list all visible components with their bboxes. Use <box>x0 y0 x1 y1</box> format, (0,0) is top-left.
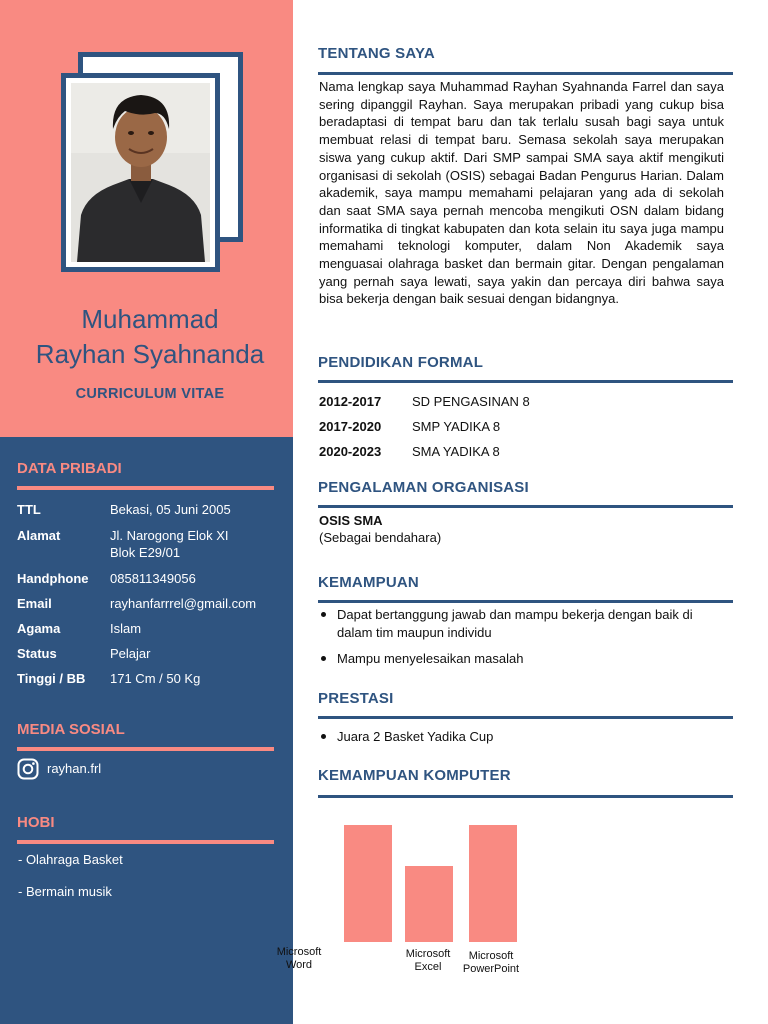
photo-frame <box>61 73 220 272</box>
achievement-text: Juara 2 Basket Yadika Cup <box>337 729 494 744</box>
data-pribadi-rule <box>17 486 274 490</box>
data-key: Handphone <box>17 571 89 586</box>
education-year: 2012-2017 <box>319 394 382 409</box>
skill-text: Mampu menyelesaikan masalah <box>337 651 524 666</box>
pendidikan-rule <box>318 380 733 383</box>
media-sosial-rule <box>17 747 274 751</box>
profile-photo <box>71 83 210 262</box>
kemampuan-heading: KEMAMPUAN <box>318 574 419 591</box>
hobi-rule <box>17 840 274 844</box>
education-year: 2017-2020 <box>319 419 382 434</box>
data-value: rayhanfarrrel@gmail.com <box>110 596 257 611</box>
instagram-icon <box>17 758 39 780</box>
prestasi-heading: PRESTASI <box>318 690 394 707</box>
data-key: TTL <box>17 502 41 517</box>
data-value: 085811349056 <box>110 571 196 586</box>
data-key: Email <box>17 596 52 611</box>
bullet-icon <box>321 612 326 617</box>
education-school: SMP YADIKA 8 <box>412 419 501 434</box>
chart-bar <box>405 866 453 942</box>
data-value: Islam <box>110 621 142 636</box>
data-key: Tinggi / BB <box>17 671 86 686</box>
bullet-icon <box>321 734 326 739</box>
skill-item <box>319 606 724 642</box>
organization-title: OSIS SMA <box>319 513 383 528</box>
chart-category-label: Microsoft Word <box>276 946 322 971</box>
chart-bar <box>344 825 392 942</box>
hobi-heading: HOBI <box>17 814 55 831</box>
document-subtitle: CURRICULUM VITAE <box>75 386 225 402</box>
data-key: Status <box>17 646 57 661</box>
instagram-handle: rayhan.frl <box>47 761 102 776</box>
hobby-item: - Olahraga Basket <box>18 852 123 867</box>
bullet-icon <box>321 656 326 661</box>
data-value: Bekasi, 05 Juni 2005 <box>110 502 231 517</box>
kemampuan-komputer-rule <box>318 795 733 798</box>
chart-bar <box>469 825 517 942</box>
achievement-item <box>319 728 724 746</box>
organisasi-rule <box>318 505 733 508</box>
tentang-saya-rule <box>318 72 733 75</box>
hobby-item: - Bermain musik <box>18 884 112 899</box>
kemampuan-komputer-heading: KEMAMPUAN KOMPUTER <box>318 767 511 784</box>
prestasi-rule <box>318 716 733 719</box>
pendidikan-heading: PENDIDIKAN FORMAL <box>318 354 484 371</box>
about-text: Nama lengkap saya Muhammad Rayhan Syahnanda Farrel dan saya sering dipanggil Rayhan. Saya merupakan pribadi yang cukup bisa beradaptasi di tempat baru dan tak terlalu susah bagi saya untuk membuat relasi di tempat baru. Semasa sekolah saya merupakan siswa yang cukup aktif. Dari SMP sampai SMA saya aktif mengikuti organisasi di sekolah (OSIS) sebagai Badan Pengurus Harian. Dalam akademik, saya mampu memahami pelajaran yang ada di sekolah dan saat SMA saya pernah mencoba mengikuti OSN dalam bidang informatika di tingkat kabupaten dan kota selain itu saya juga mampu memahami teknologi komputer, dalam Non Akademik saya menguasai olahraga basket dan bermain gitar. Dengan pengalaman yang pernah saya lewati, saya yakin dan percaya diri bahwa saya bisa bekerja dengan baik sesuai dengan bidangnya. <box>319 79 724 307</box>
chart-category-label: Microsoft PowerPoint <box>462 950 520 975</box>
data-key: Agama <box>17 621 61 636</box>
person-name <box>0 302 300 372</box>
kemampuan-rule <box>318 600 733 603</box>
tentang-saya-heading: TENTANG SAYA <box>318 45 435 62</box>
skill-item <box>319 650 724 668</box>
education-school: SD PENGASINAN 8 <box>412 394 530 409</box>
data-pribadi-heading: DATA PRIBADI <box>17 460 122 477</box>
education-year: 2020-2023 <box>319 444 382 459</box>
education-school: SMA YADIKA 8 <box>412 444 500 459</box>
data-key: Alamat <box>17 528 61 543</box>
chart-category-label: Microsoft Excel <box>405 948 451 973</box>
media-sosial-heading: MEDIA SOSIAL <box>17 721 125 738</box>
skill-text: Dapat bertanggung jawab dan mampu bekerja dengan baik di dalam tim maupun individu <box>337 607 693 640</box>
name-line-2: Rayhan Syahnanda <box>35 339 265 369</box>
organization-role: (Sebagai bendahara) <box>319 530 442 545</box>
data-value-line-2: Blok E29/01 <box>110 545 181 560</box>
name-line-1: Muhammad <box>81 304 219 334</box>
organisasi-heading: PENGALAMAN ORGANISASI <box>318 479 529 496</box>
data-value: 171 Cm / 50 Kg <box>110 671 201 686</box>
data-value: Jl. Narogong Elok XI <box>110 528 229 543</box>
data-value: Pelajar <box>110 646 151 661</box>
